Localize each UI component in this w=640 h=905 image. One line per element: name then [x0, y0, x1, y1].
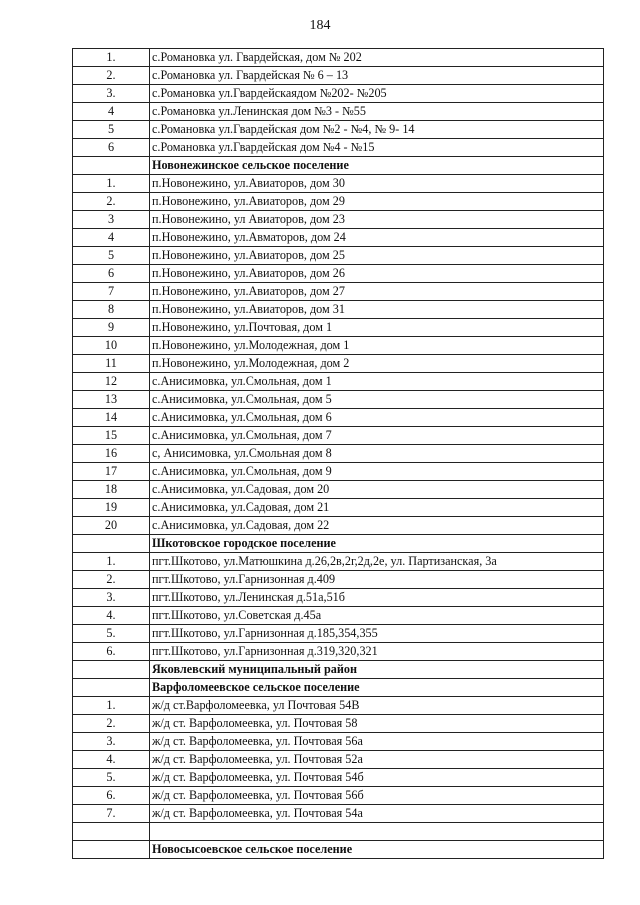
address-cell: п.Новонежино, ул.Почтовая, дом 1	[150, 319, 604, 337]
row-number-cell: 6.	[73, 787, 150, 805]
address-cell: ж/д ст. Варфоломеевка, ул. Почтовая 54б	[150, 769, 604, 787]
address-cell: пгт.Шкотово, ул.Гарнизонная д.319,320,321	[150, 643, 604, 661]
row-number-cell: 1.	[73, 49, 150, 67]
table-row	[73, 67, 604, 85]
table-row	[73, 427, 604, 445]
row-number-cell: 3	[73, 211, 150, 229]
table-row	[73, 643, 604, 661]
row-number-cell	[73, 157, 150, 175]
row-number-cell: 18	[73, 481, 150, 499]
section-title-cell: Варфоломеевское сельское поселение	[150, 679, 604, 697]
row-number-cell: 8	[73, 301, 150, 319]
table-row	[73, 481, 604, 499]
row-number-cell: 19	[73, 499, 150, 517]
row-number-cell: 9	[73, 319, 150, 337]
address-cell: с.Анисимовка, ул.Смольная, дом 9	[150, 463, 604, 481]
row-number-cell: 3.	[73, 85, 150, 103]
address-cell: с.Анисимовка, ул.Садовая, дом 21	[150, 499, 604, 517]
row-number-cell: 11	[73, 355, 150, 373]
section-header-row	[73, 679, 604, 697]
table-row	[73, 805, 604, 823]
row-number-cell: 1.	[73, 553, 150, 571]
table-row	[73, 49, 604, 67]
address-cell: п.Новонежино, ул.Авиаторов, дом 29	[150, 193, 604, 211]
table-row	[73, 589, 604, 607]
row-number-cell	[73, 535, 150, 553]
row-number-cell: 4	[73, 229, 150, 247]
row-number-cell: 5	[73, 121, 150, 139]
row-number-cell: 7	[73, 283, 150, 301]
address-cell: пгт.Шкотово, ул.Матюшкина д.26,2в,2г,2д,2е, ул. Партизанская, 3а	[150, 553, 604, 571]
address-cell: пгт.Шкотово, ул.Советская д.45а	[150, 607, 604, 625]
row-number-cell: 5.	[73, 625, 150, 643]
address-cell: п.Новонежино, ул Авиаторов, дом 23	[150, 211, 604, 229]
table-row	[73, 445, 604, 463]
row-number-cell	[73, 823, 150, 841]
address-cell: с.Романовка ул.Гвардейская дом №2 - №4, № 9- 14	[150, 121, 604, 139]
table-row	[73, 517, 604, 535]
section-title-cell: Новонежинское сельское поселение	[150, 157, 604, 175]
table-row	[73, 607, 604, 625]
row-number-cell: 1.	[73, 175, 150, 193]
table-row	[73, 319, 604, 337]
table-row	[73, 553, 604, 571]
address-cell: ж/д ст. Варфоломеевка, ул. Почтовая 58	[150, 715, 604, 733]
address-cell: пгт.Шкотово, ул.Гарнизонная д.185,354,355	[150, 625, 604, 643]
address-cell: ж/д ст.Варфоломеевка, ул Почтовая 54В	[150, 697, 604, 715]
row-number-cell: 20	[73, 517, 150, 535]
row-number-cell	[73, 841, 150, 859]
address-cell: с.Анисимовка, ул.Смольная, дом 5	[150, 391, 604, 409]
table-row	[73, 733, 604, 751]
address-cell: с.Романовка ул.Гвардейскаядом №202- №205	[150, 85, 604, 103]
row-number-cell: 13	[73, 391, 150, 409]
table-row	[73, 139, 604, 157]
address-cell: с.Анисимовка, ул.Смольная, дом 7	[150, 427, 604, 445]
section-title-cell: Шкотовское городское поселение	[150, 535, 604, 553]
row-number-cell: 6	[73, 139, 150, 157]
table-row	[73, 301, 604, 319]
table-row	[73, 355, 604, 373]
table-row	[73, 787, 604, 805]
row-number-cell: 10	[73, 337, 150, 355]
table-row	[73, 409, 604, 427]
table-row	[73, 823, 604, 841]
table-row	[73, 229, 604, 247]
address-cell: п.Новонежино, ул.Авиаторов, дом 30	[150, 175, 604, 193]
address-cell: п.Новонежино, ул.Авиаторов, дом 31	[150, 301, 604, 319]
section-header-row	[73, 841, 604, 859]
row-number-cell: 17	[73, 463, 150, 481]
row-number-cell: 2.	[73, 715, 150, 733]
address-cell: п.Новонежино, ул.Авиаторов, дом 25	[150, 247, 604, 265]
address-cell: с.Анисимовка, ул.Садовая, дом 22	[150, 517, 604, 535]
table-row	[73, 283, 604, 301]
address-cell: пгт.Шкотово, ул.Ленинская д.51а,51б	[150, 589, 604, 607]
row-number-cell: 6	[73, 265, 150, 283]
row-number-cell: 4	[73, 103, 150, 121]
address-table	[72, 48, 604, 859]
row-number-cell	[73, 679, 150, 697]
address-cell: пгт.Шкотово, ул.Гарнизонная д.409	[150, 571, 604, 589]
row-number-cell: 3.	[73, 589, 150, 607]
table-row	[73, 571, 604, 589]
table-row	[73, 373, 604, 391]
address-table-body	[73, 49, 604, 859]
address-cell: ж/д ст. Варфоломеевка, ул. Почтовая 56а	[150, 733, 604, 751]
section-title-cell: Новосысоевское сельское поселение	[150, 841, 604, 859]
row-number-cell: 15	[73, 427, 150, 445]
section-title-cell: Яковлевский муниципальный район	[150, 661, 604, 679]
row-number-cell: 4.	[73, 751, 150, 769]
address-cell: п.Новонежино, ул.Молодежная, дом 1	[150, 337, 604, 355]
row-number-cell: 12	[73, 373, 150, 391]
table-row	[73, 121, 604, 139]
address-cell: с.Романовка ул.Гвардейская дом №4 - №15	[150, 139, 604, 157]
row-number-cell: 2.	[73, 193, 150, 211]
address-cell	[150, 823, 604, 841]
table-row	[73, 247, 604, 265]
row-number-cell: 3.	[73, 733, 150, 751]
table-row	[73, 463, 604, 481]
table-row	[73, 499, 604, 517]
row-number-cell: 7.	[73, 805, 150, 823]
table-row	[73, 103, 604, 121]
address-cell: п.Новонежино, ул.Молодежная, дом 2	[150, 355, 604, 373]
page-number: 184	[309, 18, 331, 33]
table-row	[73, 175, 604, 193]
address-cell: п.Новонежино, ул.Авиаторов, дом 26	[150, 265, 604, 283]
address-cell: п.Новонежино, ул.Авиаторов, дом 27	[150, 283, 604, 301]
section-header-row	[73, 157, 604, 175]
section-header-row	[73, 661, 604, 679]
row-number-cell: 2.	[73, 67, 150, 85]
table-row	[73, 715, 604, 733]
table-row	[73, 211, 604, 229]
row-number-cell	[73, 661, 150, 679]
row-number-cell: 6.	[73, 643, 150, 661]
table-row	[73, 751, 604, 769]
row-number-cell: 1.	[73, 697, 150, 715]
table-row	[73, 265, 604, 283]
address-cell: с.Романовка ул. Гвардейская, дом № 202	[150, 49, 604, 67]
table-row	[73, 85, 604, 103]
address-cell: с.Романовка ул. Гвардейская № 6 – 13	[150, 67, 604, 85]
table-row	[73, 697, 604, 715]
table-row	[73, 391, 604, 409]
address-cell: ж/д ст. Варфоломеевка, ул. Почтовая 56б	[150, 787, 604, 805]
row-number-cell: 14	[73, 409, 150, 427]
row-number-cell: 2.	[73, 571, 150, 589]
row-number-cell: 5.	[73, 769, 150, 787]
address-cell: с.Анисимовка, ул.Садовая, дом 20	[150, 481, 604, 499]
address-cell: ж/д ст. Варфоломеевка, ул. Почтовая 54а	[150, 805, 604, 823]
row-number-cell: 5	[73, 247, 150, 265]
address-cell: с.Анисимовка, ул.Смольная, дом 1	[150, 373, 604, 391]
table-row	[73, 193, 604, 211]
row-number-cell: 4.	[73, 607, 150, 625]
table-row	[73, 769, 604, 787]
address-cell: ж/д ст. Варфоломеевка, ул. Почтовая 52а	[150, 751, 604, 769]
table-row	[73, 625, 604, 643]
row-number-cell: 16	[73, 445, 150, 463]
address-cell: с, Анисимовка, ул.Смольная дом 8	[150, 445, 604, 463]
section-header-row	[73, 535, 604, 553]
table-row	[73, 337, 604, 355]
address-cell: п.Новонежино, ул.Авматоров, дом 24	[150, 229, 604, 247]
address-cell: с.Романовка ул.Ленинская дом №3 - №55	[150, 103, 604, 121]
address-cell: с.Анисимовка, ул.Смольная, дом 6	[150, 409, 604, 427]
